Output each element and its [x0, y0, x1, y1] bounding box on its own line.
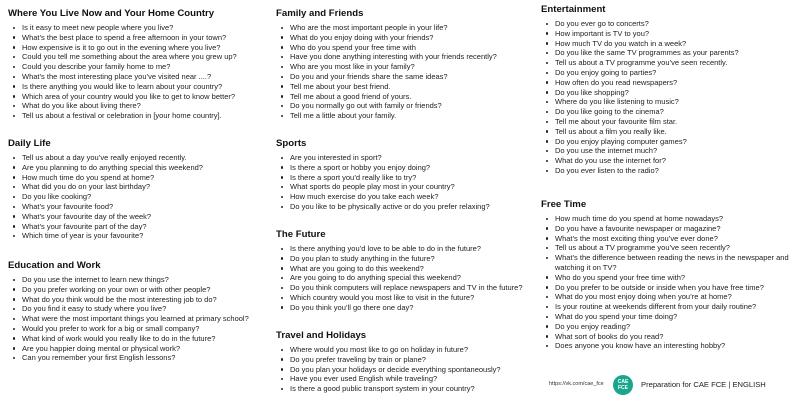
list-item: How often do you read newspapers? [541, 78, 739, 88]
list-item: Tell me a little about your family. [276, 111, 497, 121]
question-list [276, 345, 501, 394]
question-list [276, 23, 497, 121]
list-item: Is there anything you would like to learn about your country? [8, 82, 237, 92]
list-item: What’s your favourite day of the week? [8, 212, 203, 222]
list-item: Do you think computers will replace newspapers and TV in the future? [276, 283, 523, 293]
list-item: What’s the best place to spend a free afternoon in your town? [8, 33, 237, 43]
list-item: Who are you most like in your family? [276, 62, 497, 72]
list-item: What do you think would be the most interesting job to do? [8, 295, 249, 305]
brand-name: Preparation for CAE FCE | ENGLISH [641, 380, 766, 389]
list-item: Do you use the internet to learn new things? [8, 275, 249, 285]
list-item: What are you going to do this weekend? [276, 264, 523, 274]
list-item: What’s your favourite part of the day? [8, 222, 203, 232]
list-item: Are you going to do anything special this weekend? [276, 273, 523, 283]
footer-link[interactable]: https://vk.com/cae_fce [549, 381, 604, 387]
list-item: What’s the difference between reading the news in the newspaper and watching it on TV? [541, 253, 800, 273]
question-list [541, 19, 739, 176]
list-item: How important is TV to you? [541, 29, 739, 39]
section-title: Free Time [541, 199, 587, 210]
list-item: What’s your favourite food? [8, 202, 203, 212]
list-item: Is it easy to meet new people where you live? [8, 23, 237, 33]
section-title: The Future [276, 229, 326, 240]
list-item: Is there anything you’d love to be able to do in the future? [276, 244, 523, 254]
section-title: Travel and Holidays [276, 330, 367, 341]
list-item: Do you have a favourite newspaper or magazine? [541, 224, 800, 234]
section-where-you-live [8, 8, 237, 121]
list-item: Do you and your friends share the same ideas? [276, 72, 497, 82]
section-title: Sports [276, 138, 307, 149]
question-list [8, 23, 237, 121]
list-item: Do you ever listen to the radio? [541, 166, 739, 176]
list-item: Do you plan to study anything in the future? [276, 254, 523, 264]
list-item: Does anyone you know have an interesting hobby? [541, 341, 800, 351]
section-travel-holidays [276, 330, 501, 394]
list-item: Tell me about your favourite film star. [541, 117, 739, 127]
list-item: Do you enjoy reading? [541, 322, 800, 332]
list-item: Do you ever go to concerts? [541, 19, 739, 29]
list-item: What do you spend your time doing? [541, 312, 800, 322]
list-item: Have you ever used English while traveling? [276, 374, 501, 384]
list-item: What kind of work would you really like to do in the future? [8, 334, 249, 344]
section-entertainment [541, 4, 739, 176]
question-list [8, 275, 249, 363]
list-item: Is your routine at weekends different from your daily routine? [541, 302, 800, 312]
section-sports [276, 138, 490, 212]
list-item: Do you like shopping? [541, 88, 739, 98]
list-item: Who do you spend your free time with? [541, 273, 800, 283]
list-item: What sports do people play most in your country? [276, 182, 490, 192]
list-item: What do you use the internet for? [541, 156, 739, 166]
list-item: Do you like the same TV programmes as your parents? [541, 48, 739, 58]
question-list [276, 153, 490, 212]
list-item: Which area of your country would you like to get to know better? [8, 92, 237, 102]
list-item: Do you like going to the cinema? [541, 107, 739, 117]
list-item: What sort of books do you read? [541, 332, 800, 342]
list-item: What did you do on your last birthday? [8, 182, 203, 192]
section-daily-life [8, 138, 203, 241]
list-item: Is there a sport or hobby you enjoy doing? [276, 163, 490, 173]
section-free-time [541, 199, 800, 351]
list-item: Do you prefer traveling by train or plane? [276, 355, 501, 365]
list-item: Is there a sport you’d really like to try? [276, 173, 490, 183]
list-item: How much time do you spend at home? [8, 173, 203, 183]
list-item: What were the most important things you learned at primary school? [8, 314, 249, 324]
list-item: Do you enjoy going to parties? [541, 68, 739, 78]
section-the-future [276, 229, 523, 313]
footer [547, 375, 802, 397]
list-item: What’s the most exciting thing you’ve ever done? [541, 234, 800, 244]
list-item: What’s the most interesting place you’ve visited near ....? [8, 72, 237, 82]
list-item: Are you interested in sport? [276, 153, 490, 163]
list-item: Which time of year is your favourite? [8, 231, 203, 241]
list-item: Do you normally go out with family or friends? [276, 101, 497, 111]
list-item: What do you most enjoy doing when you’re at home? [541, 292, 800, 302]
list-item: Are you happier doing mental or physical work? [8, 344, 249, 354]
section-title: Entertainment [541, 4, 606, 15]
list-item: Can you remember your first English lessons? [8, 353, 249, 363]
list-item: Tell me about your best friend. [276, 82, 497, 92]
list-item: How much exercise do you take each week? [276, 192, 490, 202]
list-item: How much TV do you watch in a week? [541, 39, 739, 49]
section-education-work [8, 260, 249, 363]
list-item: Tell me about a good friend of yours. [276, 92, 497, 102]
list-item: Where do you like listening to music? [541, 97, 739, 107]
section-family-friends [276, 8, 497, 121]
list-item: Which country would you most like to visit in the future? [276, 293, 523, 303]
list-item: Do you like to be physically active or do you prefer relaxing? [276, 202, 490, 212]
list-item: Who are the most important people in your life? [276, 23, 497, 33]
list-item: Is there a good public transport system in your country? [276, 384, 501, 394]
list-item: Where would you most like to go on holiday in future? [276, 345, 501, 355]
list-item: Do you find it easy to study where you live? [8, 304, 249, 314]
list-item: Are you planning to do anything special this weekend? [8, 163, 203, 173]
list-item: What do you like about living there? [8, 101, 237, 111]
list-item: Could you tell me something about the area where you grew up? [8, 52, 237, 62]
section-title: Where You Live Now and Your Home Country [8, 8, 215, 19]
list-item: Do you enjoy playing computer games? [541, 137, 739, 147]
section-title: Daily Life [8, 138, 51, 149]
list-item: Who do you spend your free time with [276, 43, 497, 53]
question-list [8, 153, 203, 241]
list-item: Do you use the internet much? [541, 146, 739, 156]
list-item: How much time do you spend at home nowadays? [541, 214, 800, 224]
list-item: Do you think you’ll go there one day? [276, 303, 523, 313]
section-title: Family and Friends [276, 8, 364, 19]
list-item: Do you prefer to be outside or inside when you have free time? [541, 283, 800, 293]
list-item: Have you done anything interesting with your friends recently? [276, 52, 497, 62]
list-item: Tell us about a TV programme you’ve seen recently. [541, 58, 739, 68]
section-title: Education and Work [8, 260, 101, 271]
list-item: Do you prefer working on your own or with other people? [8, 285, 249, 295]
list-item: What do you enjoy doing with your friends? [276, 33, 497, 43]
brand-logo: CAE FCE [613, 375, 633, 395]
list-item: Tell us about a day you’ve really enjoyed recently. [8, 153, 203, 163]
list-item: Do you plan your holidays or decide everything spontaneously? [276, 365, 501, 375]
list-item: Could you describe your family home to me? [8, 62, 237, 72]
list-item: Tell us about a TV programme you’ve seen recently? [541, 243, 800, 253]
question-list [541, 214, 800, 351]
list-item: Tell us about a film you really like. [541, 127, 739, 137]
list-item: Would you prefer to work for a big or small company? [8, 324, 249, 334]
list-item: How expensive is it to go out in the evening where you live? [8, 43, 237, 53]
question-list [276, 244, 523, 313]
list-item: Tell us about a festival or celebration in [your home country]. [8, 111, 237, 121]
list-item: Do you like cooking? [8, 192, 203, 202]
